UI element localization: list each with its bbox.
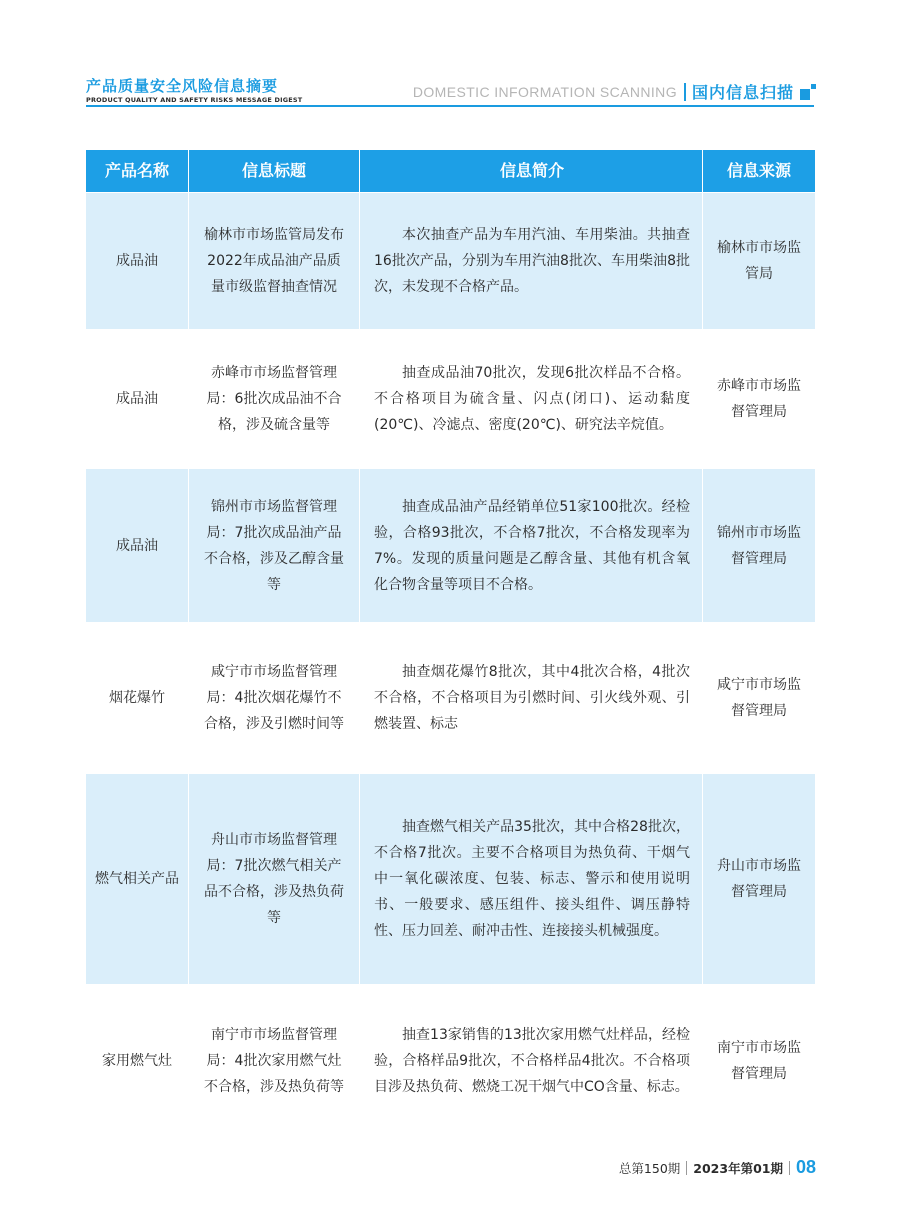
cell-product: 成品油 [86,469,189,622]
cell-product: 燃气相关产品 [86,774,189,984]
digest-title-en: PRODUCT QUALITY AND SAFETY RISKS MESSAGE DIGEST [86,96,303,104]
cell-title: 南宁市市场监督管理局：4批次家用燃气灶不合格，涉及热负荷等 [189,985,360,1137]
cell-summary [360,985,703,1137]
cell-title: 咸宁市市场监督管理局：4批次烟花爆竹不合格，涉及引燃时间等 [189,623,360,773]
table-row [86,985,815,1138]
digest-title-cn: 产品质量安全风险信息摘要 [86,77,279,95]
table-row [86,774,815,985]
cell-source: 南宁市市场监督管理局 [703,985,815,1137]
table-row [86,623,815,774]
summary-text: 抽查燃气相关产品35批次，其中合格28批次，不合格7批次。主要不合格项目为热负荷、干烟气中一氧化碳浓度、包装、标志、警示和使用说明书、一般要求、感压组件、接头组件、调压静特性、压力回差、耐冲击性、连接接头机械强度。 [374,819,690,939]
header-title: 信息标题 [189,150,360,192]
summary-text: 抽查成品油产品经销单位51家100批次。经检验，合格93批次，不合格7批次，不合格发现率为7%。发现的质量问题是乙醇含量、其他有机含氧化合物含量等项目不合格。 [374,498,690,593]
cell-source: 锦州市市场监督管理局 [703,469,815,622]
info-table [86,150,815,1138]
table-row [86,193,815,330]
digest-header-left [86,77,302,105]
cell-source: 赤峰市市场监督管理局 [703,330,815,468]
table-row [86,469,815,623]
cell-source: 榆林市市场监管局 [703,193,815,329]
summary-text: 抽查成品油70批次，发现6批次样品不合格。不合格项目为硫含量、闪点(闭口)、运动黏度(20℃)、冷滤点、密度(20℃)、研究法辛烷值。 [374,365,690,433]
cell-summary [360,330,703,468]
summary-text: 抽查13家销售的13批次家用燃气灶样品，经检验，合格样品9批次，不合格样品4批次。不合格项目涉及热负荷、燃烧工况干烟气中CO含量、标志。 [374,1027,690,1095]
section-title-en: DOMESTIC INFORMATION SCANNING [412,83,677,100]
table-row [86,330,815,469]
header-summary: 信息简介 [360,150,703,192]
cell-product: 烟花爆竹 [86,623,189,773]
issue-number: 2023年第01期 [693,1160,783,1176]
page-footer [619,1157,816,1178]
summary-text: 抽查烟花爆竹8批次，其中4批次合格，4批次不合格，不合格项目为引燃时间、引火线外观、引燃装置、标志 [374,664,690,732]
cell-title: 锦州市市场监督管理局：7批次成品油产品不合格，涉及乙醇含量等 [189,469,360,622]
corner-blocks-icon [800,84,816,100]
cell-summary [360,623,703,773]
cell-summary [360,774,703,984]
cell-source: 舟山市市场监督管理局 [703,774,815,984]
cell-summary [360,193,703,329]
header-rule [86,105,814,107]
cell-summary [360,469,703,622]
summary-text: 本次抽查产品为车用汽油、车用柴油。共抽查16批次产品，分别为车用汽油8批次、车用柴油8批次，未发现不合格产品。 [374,227,690,295]
footer-divider [686,1161,687,1175]
cell-source: 咸宁市市场监督管理局 [703,623,815,773]
section-title-cn: 国内信息扫描 [691,83,794,102]
section-header [413,80,816,103]
header-source: 信息来源 [703,150,815,192]
total-issue: 总第150期 [618,1160,681,1176]
cell-product: 成品油 [86,330,189,468]
cell-product: 家用燃气灶 [86,985,189,1137]
cell-title: 舟山市市场监督管理局：7批次燃气相关产品不合格，涉及热负荷等 [189,774,360,984]
cell-product: 成品油 [86,193,189,329]
table-header-row [86,150,815,193]
page-number: 08 [795,1157,816,1177]
header-product: 产品名称 [86,150,189,192]
footer-divider [789,1161,790,1175]
cell-title: 榆林市市场监管局发布2022年成品油产品质量市级监督抽查情况 [189,193,360,329]
cell-title: 赤峰市市场监督管理局：6批次成品油不合格，涉及硫含量等 [189,330,360,468]
section-divider [684,83,686,101]
